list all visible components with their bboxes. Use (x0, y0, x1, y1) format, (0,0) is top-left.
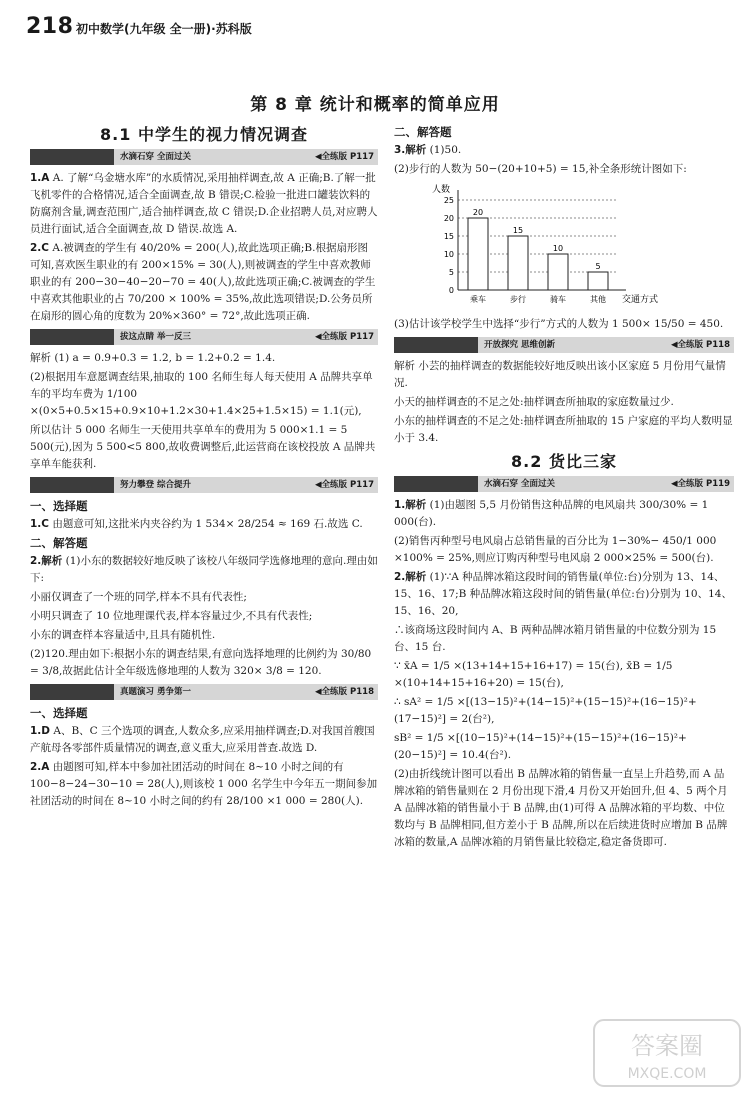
analysis-line: 解析 (1) a = 0.9+0.3 = 1.2, b = 1.2+0.2 = 1.4. (30, 352, 276, 364)
item-number: 3.解析 (394, 144, 427, 156)
right-column (394, 122, 734, 853)
answer-line: 小明只调查了 10 位地理课代表,样本容量过少,不具有代表性; (30, 610, 313, 622)
answer-item (30, 240, 378, 325)
banner-label: 拔这点睛 举一反三 (120, 332, 191, 342)
answer-line: ∴ sA² = 1/5 ×[(13−15)²+(14−15)²+(15−15)²+(16−15)²+(17−15)²] = 2(台²), (394, 696, 697, 725)
x-category-label: 其他 (590, 295, 606, 304)
answer-item (394, 142, 734, 159)
bar (588, 272, 608, 290)
banner-ref: ◀全练版 P117 (315, 480, 374, 490)
bar-value-label: 20 (472, 208, 484, 217)
book-title: 初中数学(九年级 全一册)·苏科版 (76, 22, 252, 36)
watermark-line2: MXQE.COM (627, 1066, 707, 1082)
item-number: 2.C (30, 242, 50, 254)
banner-dark-block (30, 329, 114, 345)
item-text: A、B、C 三个选项的调查,人数众多,应采用抽样调查;D.对我国首艘国产航母各零部件质量情况的调查,意义重大,应采用普查.故选 D. (30, 725, 375, 754)
answer-line: (2)步行的人数为 50−(20+10+5) = 15,补全条形统计图如下: (394, 163, 687, 175)
item-number: 1.A (30, 172, 50, 184)
item-number: 2.A (30, 761, 50, 773)
analysis-line: (2)根据用车意愿调查结果,抽取的 100 名师生每人每天使用 A 品牌共享单车的平均车费为 1/100 ×(0×5+0.5×15+0.9×10+1.2×30+1.4×25+1.5×15) = 1.1(元), (30, 371, 373, 417)
analysis-line: 小东的抽样调查的不足之处:抽样调查所抽取的 15 户家庭的平均人数明显小于 3.4. (394, 415, 733, 444)
y-tick-label: 0 (448, 286, 454, 295)
y-tick-label: 10 (443, 250, 454, 259)
bar-value-label: 15 (512, 226, 524, 235)
section-banner (394, 476, 734, 492)
page-header (26, 14, 726, 58)
bar-value-label: 5 (595, 262, 601, 271)
answer-item (30, 170, 378, 238)
answer-item (30, 759, 378, 810)
answer-line: ∴该商场这段时间内 A、B 两种品牌冰箱月销售量的中位数分别为 15 台、15 台. (394, 624, 717, 653)
banner-ref: ◀全练版 P118 (671, 340, 730, 350)
subheading: 二、解答题 (30, 536, 88, 550)
y-tick-label: 15 (443, 232, 454, 241)
bar-chart (424, 180, 674, 312)
bar (508, 236, 528, 290)
banner-dark-block (394, 476, 478, 492)
item-text: (1)50. (429, 144, 462, 156)
analysis-line: 解析 小芸的抽样调查的数据能较好地反映出该小区家庭 5 月份用气量情况. (394, 360, 726, 389)
answer-line: (2)120.理由如下:根据小东的调查结果,有意向选择地理的比例约为 30/80 = 3/8,故据此估计全年级选修地理的人数为 320× 3/8 = 120. (30, 648, 372, 677)
banner-label: 水滴石穿 全面过关 (120, 152, 191, 162)
y-axis-title: 人数 (432, 185, 451, 195)
item-text: A.被调查的学生有 40/20% = 200(人),故此选项正确;B.根据扇形图可知,喜欢医生职业的有 200×15% = 30(人),则被调查的学生中喜欢教师职业的有 200−30−40−20−70 = 40(人),故此选项正确;C.被调查的学生中喜欢其他职业的占 70/200 × 100% = 35%,故此选项错误;D.公务员所在扇形的圆心角的度数为 20%×360° = 72°,故此选项正确. (30, 242, 376, 322)
item-text: (1)小东的数据较好地反映了该校八年级同学选修地理的意向.理由如下: (30, 555, 378, 584)
answer-line: (3)估计该学校学生中选择“步行”方式的人数为 1 500× 15/50 = 450. (394, 318, 724, 330)
answer-line: 小东的调查样本容量适中,且具有随机性. (30, 629, 216, 641)
page-number: 218 (26, 14, 74, 39)
analysis-line: 小天的抽样调查的不足之处:抽样调查所抽取的家庭数量过少. (394, 396, 674, 408)
y-tick-label: 5 (448, 268, 454, 277)
y-tick-label: 20 (443, 214, 454, 223)
section-title: 8.2 货比三家 (511, 452, 617, 471)
item-number: 2.解析 (394, 571, 427, 583)
item-number: 1.C (30, 518, 50, 530)
banner-label: 努力攀登 综合提升 (120, 480, 191, 490)
answer-line: ∵ x̄A = 1/5 ×(13+14+15+16+17) = 15(台), x̄B = 1/5 ×(10+14+15+16+20) = 15(台), (394, 660, 673, 689)
answer-item (394, 497, 734, 531)
answer-line: sB² = 1/5 ×[(10−15)²+(14−15)²+(15−15)²+(16−15)²+(20−15)²] = 10.4(台²). (394, 732, 687, 761)
subheading: 一、选择题 (30, 706, 88, 720)
item-number: 1.D (30, 725, 51, 737)
section-banner (30, 149, 378, 165)
answer-line: (2)销售丙种型号电风扇占总销售量的百分比为 1−30%− 450/1 000 ×100% = 25%,则应订购丙种型号电风扇 2 000×25% = 500(台). (394, 535, 717, 564)
subheading: 二、解答题 (394, 125, 452, 139)
item-text: 由题图可知,样本中参加社团活动的时间在 8~10 小时之间的有 100−8−24−30−10 = 28(人),则该校 1 000 名学生中今年五一期间参加社团活动的时间在 8~10 小时之间的约有 28/100 ×1 000 = 280(人). (30, 761, 378, 807)
section-banner (30, 477, 378, 493)
bar (548, 254, 568, 290)
bar (468, 218, 488, 290)
section-banner (30, 329, 378, 345)
item-text: A. 了解“乌金塘水库”的水质情况,采用抽样调查,故 A 正确;B.了解一批飞机零件的合格情况,适合全面调查,故 B 错误;C.检验一批进口罐装饮料的防腐剂含量,调查范围广,适合抽样调查,故 C 错误;D.企业招聘人员,对应聘人员进行面试,适合全面调查,故 D 错误.故选 A. (30, 172, 378, 235)
answer-line: (2)由折线统计图可以看出 B 品牌冰箱的销售量一直呈上升趋势,而 A 品牌冰箱的销售量则在 2 月份出现下滑,4 月份又开始回升,但 4、5 两个月 A 品牌冰箱的销售量小于 B 品牌,由(1)可得 A 品牌冰箱的平均数、中位数均与 B 品牌相同,但方差小于 B 品牌,所以在后续进货时应增加 B 品牌冰箱的数量,A 品牌冰箱的月销售量比较稳定,稳定备货即可. (394, 768, 728, 848)
item-number: 2.解析 (30, 555, 63, 567)
answer-item (30, 516, 378, 533)
banner-label: 真题演习 勇争第一 (120, 687, 191, 697)
x-axis-title: 交通方式 (622, 295, 659, 305)
banner-label: 水滴石穿 全面过关 (484, 479, 555, 489)
answer-line: 小丽仅调查了一个班的同学,样本不具有代表性; (30, 591, 247, 603)
x-category-label: 骑车 (550, 295, 566, 304)
answer-item (394, 569, 734, 620)
banner-dark-block (30, 149, 114, 165)
x-category-label: 步行 (510, 295, 526, 304)
banner-ref: ◀全练版 P117 (315, 332, 374, 342)
x-category-label: 乘车 (470, 295, 486, 304)
banner-dark-block (30, 477, 114, 493)
banner-dark-block (30, 684, 114, 700)
item-text: (1)由题图 5,5 月份销售这种品牌的电风扇共 300/30% = 1 000(台). (394, 499, 709, 528)
section-banner (394, 337, 734, 353)
banner-ref: ◀全练版 P118 (315, 687, 374, 697)
chapter-title: 第 8 章 统计和概率的简单应用 (250, 95, 500, 115)
section-banner (30, 684, 378, 700)
banner-ref: ◀全练版 P119 (671, 479, 730, 489)
item-text: (1)∵A 种品牌冰箱这段时间的销售量(单位:台)分别为 13、14、15、16、17;B 种品牌冰箱这段时间的销售量(单位:台)分别为 10、14、15、16、20, (394, 571, 732, 617)
watermark-line1: 答案圈 (631, 1032, 703, 1060)
section-title: 8.1 中学生的视力情况调查 (100, 125, 308, 144)
banner-ref: ◀全练版 P117 (315, 152, 374, 162)
item-text: 由题意可知,这批米内夹谷约为 1 534× 28/254 ≈ 169 石.故选 C. (52, 518, 363, 530)
left-column (30, 122, 378, 812)
item-number: 1.解析 (394, 499, 427, 511)
analysis-line: 所以估计 5 000 名师生一天使用共享单车的费用为 5 000×1.1 = 5 500(元),因为 5 500<5 800,故收费调整后,此运营商在该校投放 A 品牌共享单车能获利. (30, 424, 376, 470)
answer-item (30, 553, 378, 587)
y-tick-label: 25 (443, 196, 454, 205)
banner-label: 开放探究 思维创新 (484, 340, 555, 350)
answer-item (30, 723, 378, 757)
watermark-logo (592, 1018, 742, 1088)
banner-dark-block (394, 337, 478, 353)
bar-value-label: 10 (552, 244, 564, 253)
subheading: 一、选择题 (30, 499, 88, 513)
